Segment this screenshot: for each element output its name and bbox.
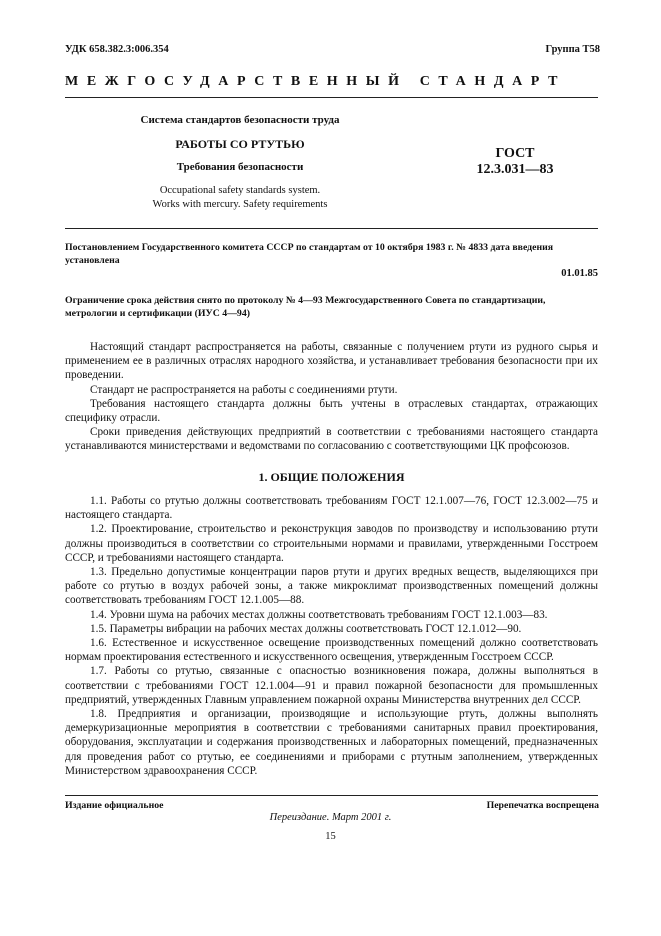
gost-number: 12.3.031—83 xyxy=(476,162,554,177)
clause: 1.3. Предельно допустимые концентрации паров ртути и других вредных веществ, выделяющихся при работе со ртутью в воздух рабочей зоны, а также микроклимат производственных помещений должны соответствовать требованиям ГОСТ 12.1.005—88. xyxy=(65,566,598,607)
english-title-line-1: Occupational safety standards system. xyxy=(159,185,321,196)
document-subtitle: Требования безопасности xyxy=(176,161,304,173)
intro-paragraph: Стандарт не распространяется на работы с соединениями ртути. xyxy=(90,383,398,396)
intro-paragraph: Сроки приведения действующих предприятий в соответствии с требованиями настоящего стандарта устанавливаются министерствами и ведомствами по согласованию с соответствующими ЦК профсоюзов. xyxy=(65,426,598,453)
clause: 1.4. Уровни шума на рабочих местах должны соответствовать требованиям ГОСТ 12.1.003—83. xyxy=(90,608,548,621)
reprint-prohibited: Перепечатка воспрещена xyxy=(486,800,599,811)
decree-text: Постановлением Государственного комитета СССР по стандартам от 10 октября 1983 г. № 4833 дата введения установлена xyxy=(65,242,554,266)
interstate-standard-heading: МЕЖГОСУДАРСТВЕННЫЙ СТАНДАРТ xyxy=(65,74,567,89)
reissue-note: Переиздание. Март 2001 г. xyxy=(269,812,392,823)
effective-date: 01.01.85 xyxy=(561,268,598,279)
udk-code: УДК 658.382.3:006.354 xyxy=(65,44,169,55)
clause: 1.2. Проектирование, строительство и реконструкция заводов по производству и использованию ртути должны производиться в соответствии со строительными нормами и правилами, утвержденными Госстроем СССР, и требованиями настоящего стандарта. xyxy=(65,523,598,564)
clause: 1.6. Естественное и искусственное освещение производственных помещений должно соответствовать нормам проектирования естественного и искусственного освещения, утвержденным Госстроем СССР. xyxy=(65,637,598,664)
intro-paragraph: Настоящий стандарт распространяется на работы, связанные с получением ртути из рудного сырья и применением ее в различных отраслях народного хозяйства, и устанавливает требования безопасности при их проведении. xyxy=(65,341,598,382)
gost-label: ГОСТ xyxy=(495,146,535,161)
english-title-line-2: Works with mercury. Safety requirements xyxy=(152,199,328,210)
section-body xyxy=(65,494,598,778)
clause: 1.1. Работы со ртутью должны соответствовать требованиям ГОСТ 12.1.007—76, ГОСТ 12.3.002—75 и настоящего стандарта. xyxy=(65,495,598,522)
header-divider xyxy=(65,97,598,98)
introduction xyxy=(65,340,598,454)
clause: 1.7. Работы со ртутью, связанные с опасностью возникновения пожара, должны выполняться в соответствии с требованиями ГОСТ 12.1.004—91 и правил пожарной безопасности для промышленных предприятий, утвержденных Главным управлением пожарной охраны Министерства внутренних дел СССР. xyxy=(65,665,598,706)
limitation-note: Ограничение срока действия снято по протоколу № 4—93 Межгосударственного Совета по стандартизации, метрологии и сертификации (ИУС 4—94) xyxy=(65,295,546,319)
clause: 1.5. Параметры вибрации на рабочих местах должны соответствовать ГОСТ 12.1.012—90. xyxy=(90,622,522,635)
document-title: РАБОТЫ СО РТУТЬЮ xyxy=(175,137,305,151)
titleblock-divider xyxy=(65,228,598,229)
page-number: 15 xyxy=(325,831,336,842)
english-title xyxy=(120,184,360,212)
section-heading: 1. ОБЩИЕ ПОЛОЖЕНИЯ xyxy=(258,470,405,484)
standard-system: Система стандартов безопасности труда xyxy=(140,114,340,126)
footer-divider xyxy=(65,795,598,796)
clause: 1.8. Предприятия и организации, производящие и использующие ртуть, должны выполнять демеркуризационные мероприятия в соответствии с требованиями санитарных правил проектирования, оборудования, эксплуатации и содержания производственных и лабораторных помещений, предназначенных для проведения работ со ртутью, ее соединениями и приборами с ртутным заполнением, утвержденных Министерством здравоохранения СССР. xyxy=(65,708,598,777)
gost-designation xyxy=(470,146,560,178)
intro-paragraph: Требования настоящего стандарта должны быть учтены в отраслевых стандартах, отражающих специфику отрасли. xyxy=(65,397,598,425)
group-code: Группа Т58 xyxy=(545,44,600,55)
official-edition: Издание официальное xyxy=(65,800,164,811)
